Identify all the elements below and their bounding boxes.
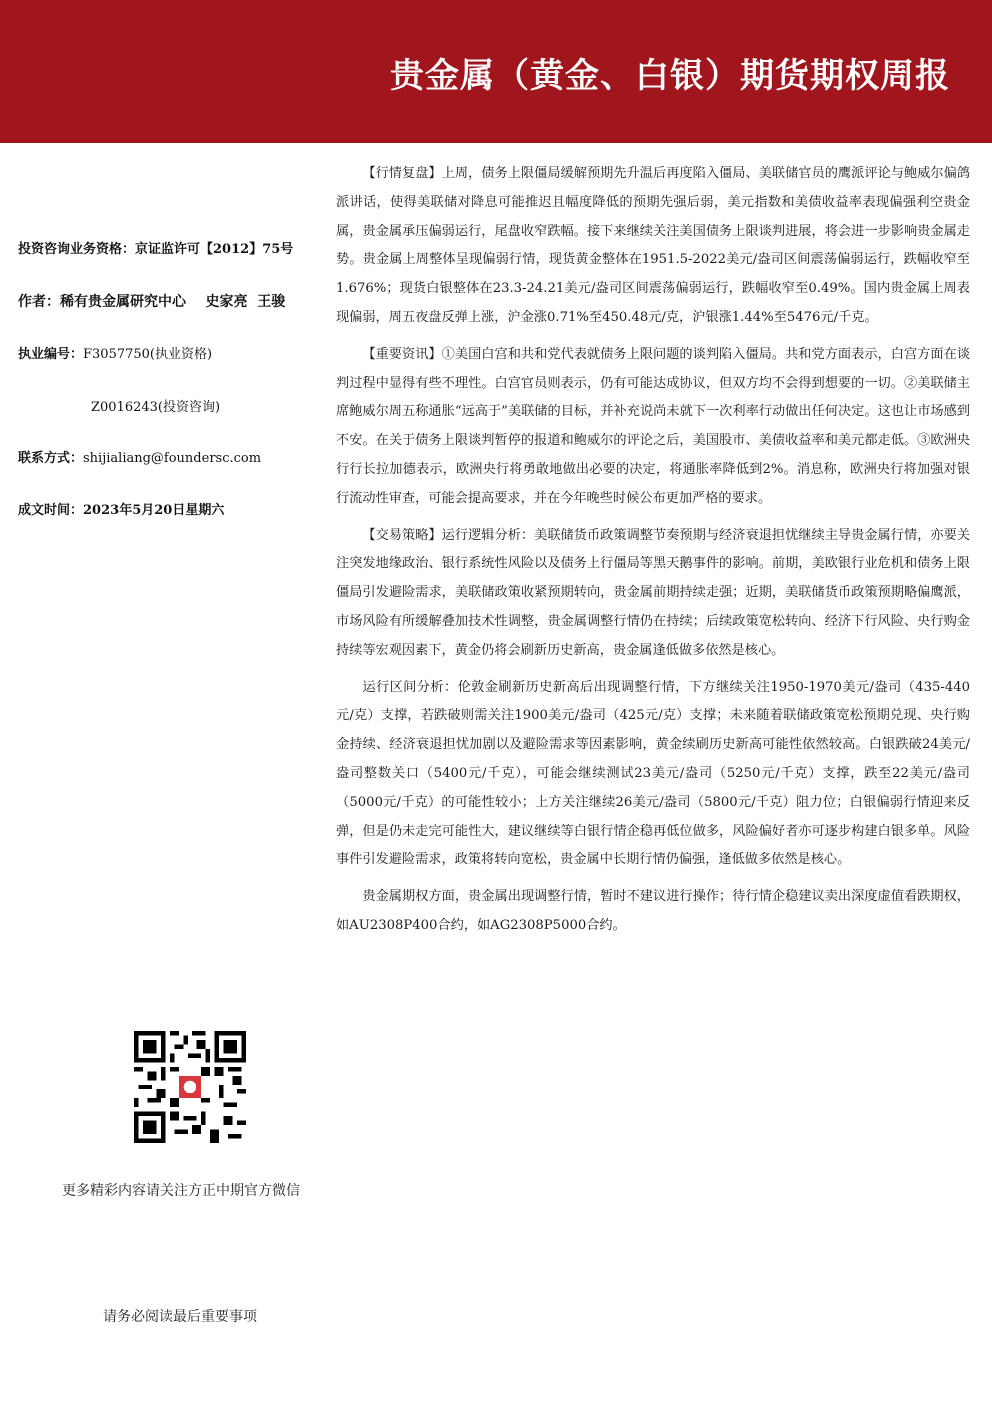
- header-banner: [0, 0, 992, 143]
- license-value-2: Z0016243(投资咨询): [91, 400, 221, 415]
- paragraph-text: 上周，债务上限僵局缓解预期先升温后再度陷入僵局、美联储官员的鹰派评论与鲍威尔偏鸽派讲话，使得美联储对降息可能推迟且幅度降低的预期先强后弱，美元指数和美债收益率表现偏强利空贵金属，贵金属承压偏弱运行，尾盘收窄跌幅。接下来继续关注美国债务上限谈判进展，将会进一步影响贵金属走势。贵金属上周整体呈现偏弱行情，现货黄金整体在1951.5-2022美元/盎司区间震荡偏弱运行，跌幅收窄至1.676%；现货白银整体在23.3-24.21美元/盎司区间震荡偏弱运行，跌幅收窄至0.49%。国内贵金属上周表现偏弱，周五夜盘反弹上涨，沪金涨0.71%至450.48元/克，沪银涨1.44%至5476元/千克。: [336, 166, 971, 325]
- sidebar: [0, 143, 335, 1403]
- paragraph-text: ①美国白宫和共和党代表就债务上限问题的谈判陷入僵局。共和党方面表示，白宫方面在谈判过程中显得有些不理性。白宫官员则表示，仍有可能达成协议，但双方均不会得到想要的一切。②美联储主席鲍威尔周五称通胀“远高于”美联储的目标，并补充说尚未就下一次利率行动做出任何决定。这也让市场感到不安。在关于债务上限谈判暂停的报道和鲍威尔的评论之后，美国股市、美债收益率和美元都走低。③欧洲央行行长拉加德表示，欧洲央行将勇敢地做出必要的决定，将通胀率降低到2%。消息称，欧洲央行将加强对银行流动性审查，可能会提高要求，并在今年晚些时候公布更加严格的要求。: [336, 346, 971, 506]
- qr-code-image: [134, 1031, 246, 1143]
- contact-email[interactable]: shijialiang@foundersc.com: [83, 451, 262, 466]
- report-body: [336, 160, 970, 949]
- section-tag: 【行情复盘】: [362, 166, 442, 181]
- license-value-1: F3057750(执业资格): [83, 347, 213, 362]
- paragraph-options: [336, 883, 970, 941]
- author-row: [18, 291, 285, 311]
- paragraph-trading-strategy: [336, 522, 970, 666]
- qualification-value: 京证监许可【2012】75号: [135, 242, 294, 257]
- paragraph-text: 贵金属期权方面，贵金属出现调整行情，暂时不建议进行操作；待行情企稳建议卖出深度虚值看跌期权，如AU2308P400合约，如AG2308P5000合约。: [336, 889, 970, 933]
- license-label: 执业编号：: [18, 347, 84, 362]
- qualification-label: 投资咨询业务资格：: [18, 242, 136, 257]
- paragraph-range-analysis: [336, 674, 970, 876]
- date-row: [18, 499, 224, 518]
- section-tag: 【重要资讯】: [362, 346, 442, 362]
- paragraph-text: 运行逻辑分析：美联储货币政策调整节奏预期与经济衰退担忧继续主导贵金属行情，亦要关注突发地缘政治、银行系统性风险以及债务上行僵局等黑天鹅事件的影响。前期，美欧银行业危机和债务上限僵局引发避险需求，美联储政策收紧预期转向，贵金属前期持续走强；近期，美联储货币政策预期略偏鹰派，市场风险有所缓解叠加技术性调整，贵金属调整行情仍在持续；后续政策宽松转向、经济下行风险、央行购金持续等宏观因素下，黄金仍将会刷新历史新高，贵金属逢低做多依然是核心。: [336, 527, 971, 658]
- qr-caption: 更多精彩内容请关注方正中期官方微信: [62, 1183, 300, 1199]
- read-notice: 请务必阅读最后重要事项: [103, 1309, 257, 1325]
- date-value: 2023年5月20日星期六: [83, 503, 225, 518]
- contact-label: 联系方式：: [18, 451, 84, 466]
- contact-row: [18, 447, 261, 466]
- qualification-row: [18, 238, 293, 257]
- date-label: 成文时间：: [18, 503, 84, 518]
- paragraph-text: 运行区间分析：伦敦金刷新历史新高后出现调整行情，下方继续关注1950-1970美元/盎司（435-440元/克）支撑，若跌破则需关注1900美元/盎司（425元/克）支撑；未来随着联储政策宽松预期兑现、央行购金持续、经济衰退担忧加剧以及避险需求等因素影响，黄金续刷历史新高可能性依然较高。白银跌破24美元/盎司整数关口（5400元/千克），可能会继续测试23美元/盎司（5250元/千克）支撑，跌至22美元/盎司（5000元/千克）的可能性较小；上方关注继续26美元/盎司（5800元/千克）阻力位；白银偏弱行情迎来反弹，但是仍未走完可能性大，建议继续等白银行情企稳再低位做多，风险偏好者亦可逐步构建白银多单。风险事件引发避险需求，政策将转向宽松，贵金属中长期行情仍偏强，逢低做多依然是核心。: [336, 679, 970, 868]
- license-row-2: [91, 396, 220, 415]
- paragraph-key-news: [336, 341, 970, 514]
- paragraph-market-review: [336, 160, 970, 333]
- author-value: 稀有贵金属研究中心 史家亮 王骏: [60, 294, 286, 310]
- section-tag: 【交易策略】: [362, 527, 442, 543]
- license-row: [18, 343, 212, 362]
- author-label: 作者：: [18, 294, 60, 310]
- report-title: 贵金属（黄金、白银）期货期权周报: [390, 56, 950, 96]
